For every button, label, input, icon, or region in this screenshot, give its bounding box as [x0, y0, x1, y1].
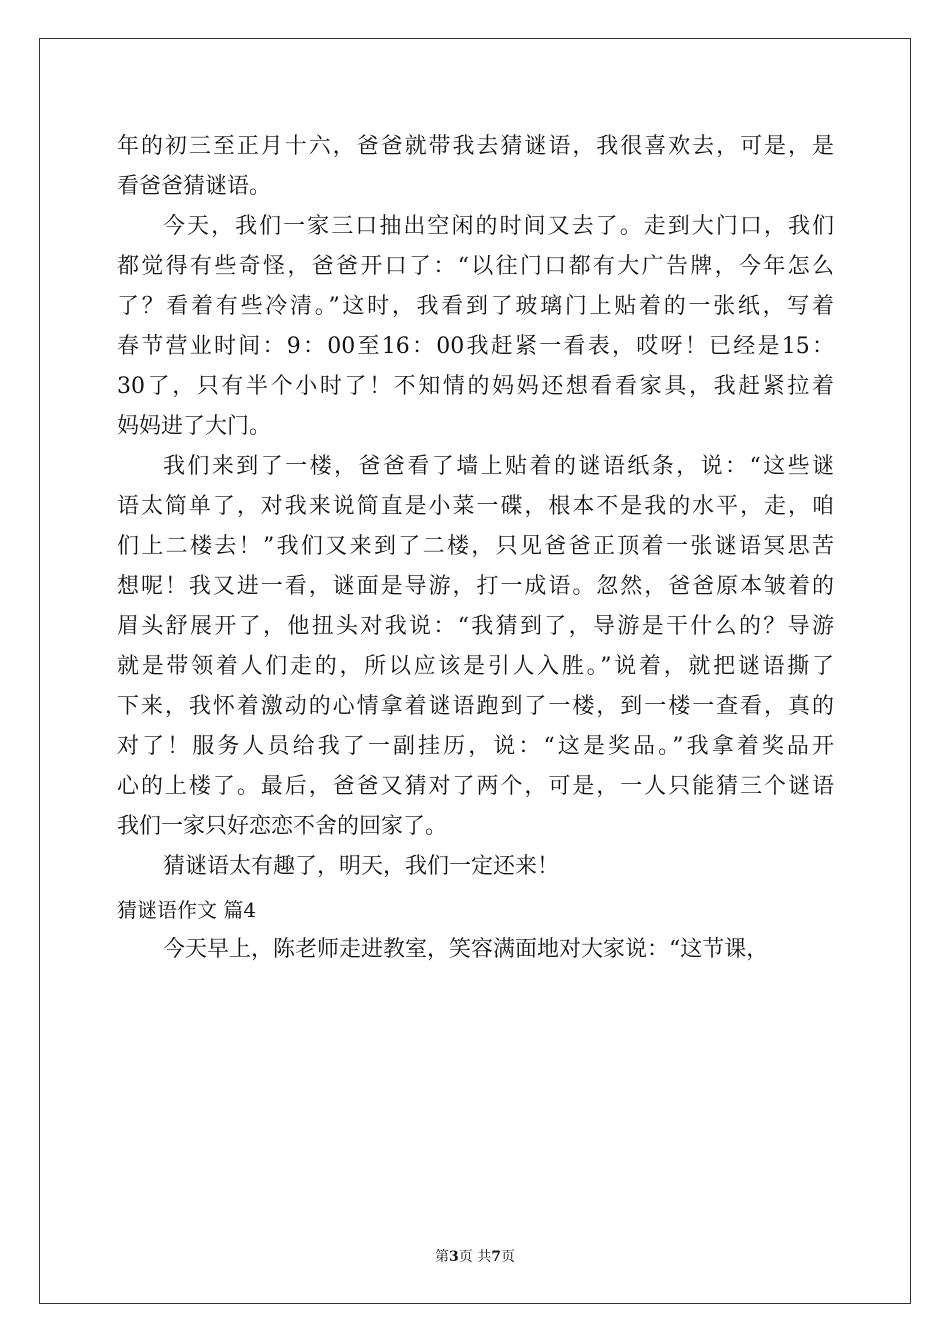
text-line: 都觉得有些奇怪，爸爸开口了：“以往门口都有大广告牌，今年怎么 [117, 254, 834, 279]
text-line: 们上二楼去！”我们又来到了二楼，只见爸爸正顶着一张谜语冥思苦 [117, 534, 834, 559]
footer-mid: 页 共 [458, 1249, 492, 1265]
text-line: 语太简单了，对我来说简直是小菜一碟，根本不是我的水平，走，咱 [117, 494, 834, 519]
text-line: 猜谜语太有趣了，明天，我们一定还来！ [163, 854, 560, 879]
text-line: 春节营业时间：9：00至16：00我赶紧一看表，哎呀！已经是15： [117, 334, 834, 359]
text-line: 想呢！我又进一看，谜面是导游，打一成语。忽然，爸爸原本皱着的 [117, 574, 834, 599]
paragraph-container [117, 127, 834, 887]
text-line: 我们一家只好恋恋不舍的回家了。 [117, 814, 448, 839]
text-line: 妈妈进了大门。 [117, 414, 272, 439]
section-heading: 猜谜语作文 篇4 [117, 898, 257, 922]
text-line: 今天早上，陈老师走进教室，笑容满面地对大家说：“这节课， [163, 937, 769, 962]
text-line: 30了，只有半个小时了！不知情的妈妈还想看看家具，我赶紧拉着 [117, 374, 834, 399]
footer-suffix: 页 [500, 1249, 515, 1265]
text-line: 我们来到了一楼，爸爸看了墙上贴着的谜语纸条，说：“这些谜 [163, 454, 834, 479]
paragraph [117, 127, 834, 207]
text-line: 对了！服务人员给我了一副挂历，说：“这是奖品。”我拿着奖品开 [117, 734, 834, 759]
page-footer [0, 1246, 950, 1266]
text-line: 今天，我们一家三口抽出空闲的时间又去了。走到大门口，我们 [163, 214, 834, 239]
paragraph [117, 207, 834, 447]
paragraph-after-heading [117, 930, 834, 970]
text-line: 眉头舒展开了，他扭头对我说：“我猜到了，导游是干什么的？导游 [117, 614, 834, 639]
paragraph [117, 847, 834, 887]
text-line: 年的初三至正月十六，爸爸就带我去猜谜语，我很喜欢去，可是，是 [117, 134, 834, 159]
document-body [117, 127, 834, 970]
text-line: 了？看着有些冷清。”这时，我看到了玻璃门上贴着的一张纸，写着 [117, 294, 834, 319]
text-line: 就是带领着人们走的，所以应该是引人入胜。”说着，就把谜语撕了 [117, 654, 834, 679]
footer-total-pages: 7 [491, 1249, 501, 1265]
text-line: 心的上楼了。最后，爸爸又猜对了两个，可是，一人只能猜三个谜语 [117, 774, 834, 799]
footer-page-number: 3 [449, 1249, 459, 1265]
text-line: 下来，我怀着激动的心情拿着谜语跑到了一楼，到一楼一查看，真的 [117, 694, 834, 719]
paragraph [117, 447, 834, 847]
footer-prefix: 第 [435, 1249, 450, 1265]
text-line: 看爸爸猜谜语。 [117, 174, 272, 199]
